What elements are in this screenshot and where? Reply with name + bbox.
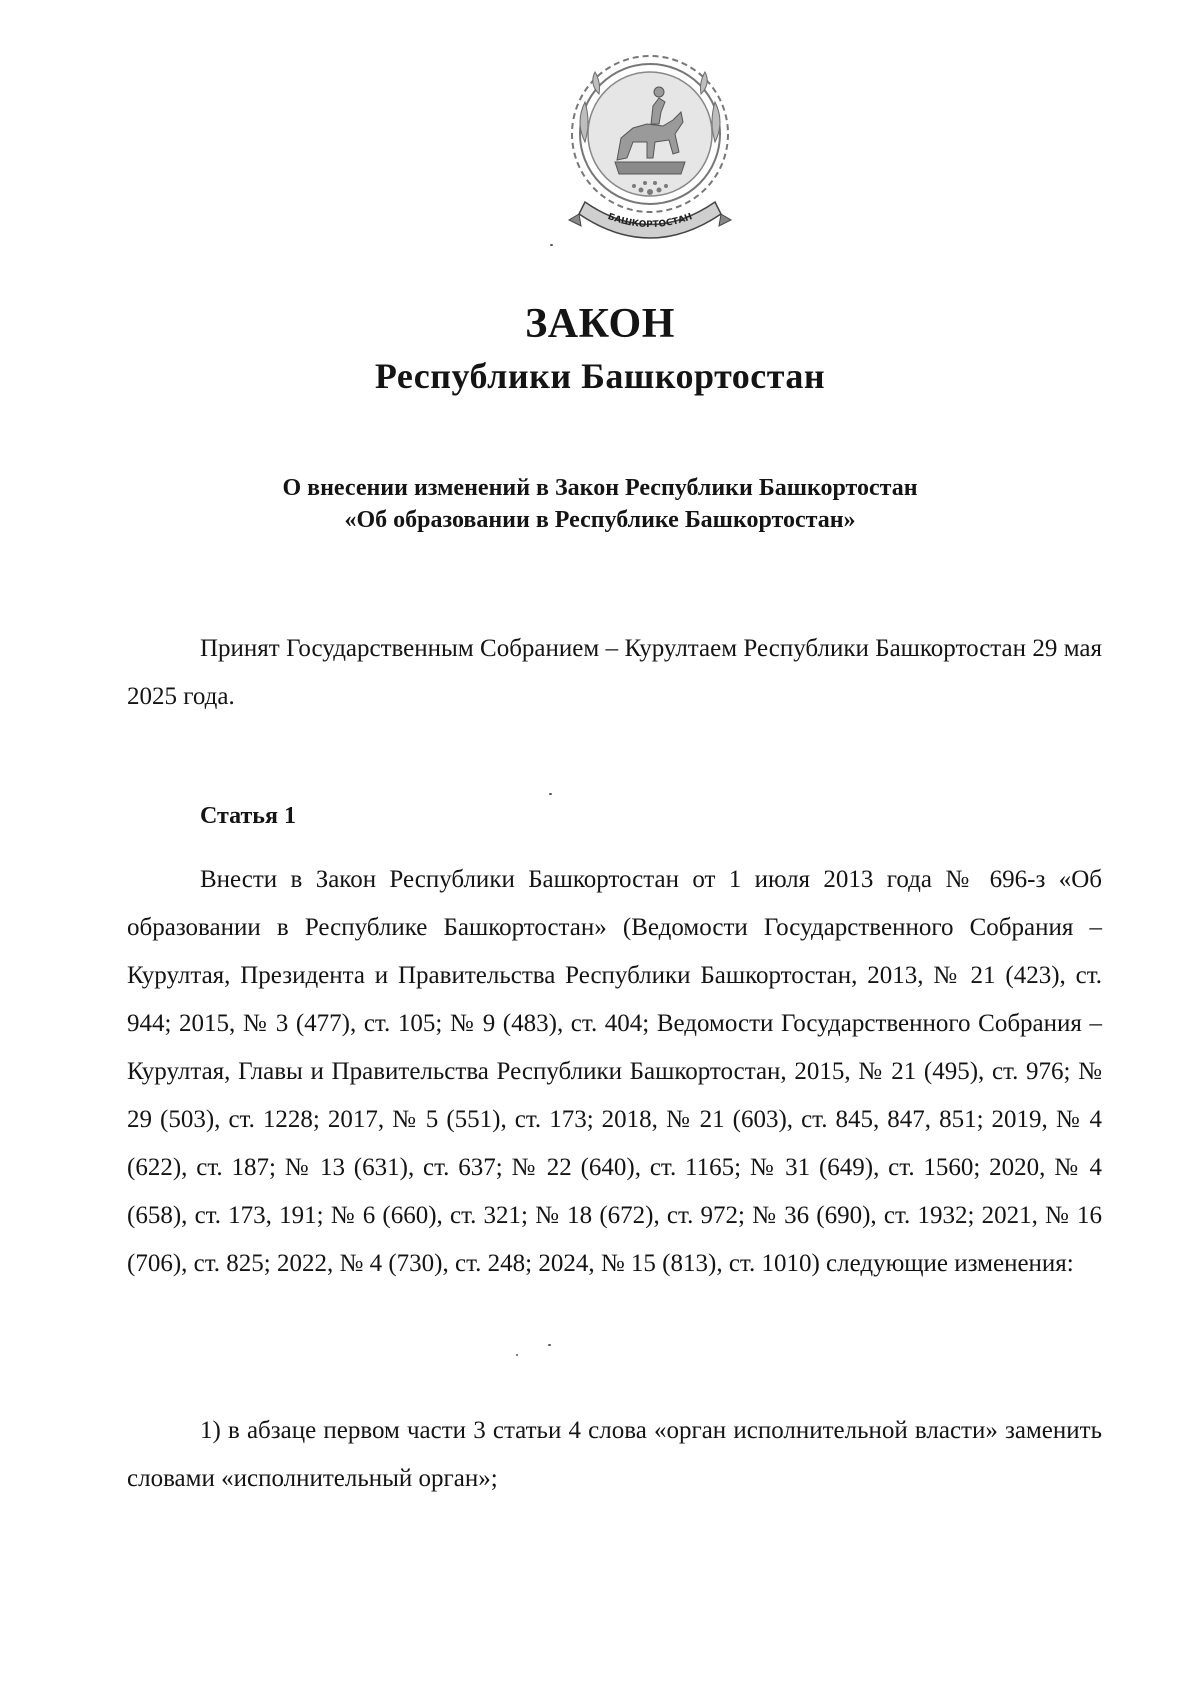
scan-speck — [549, 793, 552, 795]
article-item-1: 1) в абзаце первом части 3 статьи 4 слова «орган исполнительной власти» заменить словами «исполнительный орган»; — [127, 1417, 1102, 1492]
law-subject-line-2: «Об образовании в Республике Башкортостан» — [344, 507, 856, 533]
emblem-ribbon-text: БАШКОРТОСТАН — [606, 212, 694, 231]
article-heading: Статья 1 — [200, 803, 296, 829]
bashkortostan-coat-of-arms-icon — [555, 42, 745, 247]
scan-speck — [550, 244, 553, 246]
document-subtitle: Республики Башкортостан — [374, 356, 826, 396]
scan-speck — [516, 1354, 518, 1356]
law-subject-line-1: О внесении изменений в Закон Республики Башкортостан — [282, 475, 918, 501]
adoption-statement: Принят Государственным Собранием – Курултаем Республики Башкортостан 29 мая 2025 года. — [127, 635, 1102, 710]
scan-speck — [548, 1344, 551, 1346]
article-intro-paragraph: Внести в Закон Республики Башкортостан от 1 июля 2013 года № 696-з «Об образовании в Республике Башкортостан» (Ведомости Государственного Собрания – Курултая, Президента и Правительства Республики Башкортостан, 2013, № 21 (423), ст. 944; 2015, № 3 (477), ст. 105; № 9 (483), ст. 404; Ведомости Государственного Собрания – Курултая, Главы и Правительства Республики Башкортостан, 2015, № 21 (495), ст. 976; № 29 (503), ст. 1228; 2017, № 5 (551), ст. 173; 2018, № 21 (603), ст. 845, 847, 851; 2019, № 4 (622), ст. 187; № 13 (631), ст. 637; № 22 (640), ст. 1165; № 31 (649), ст. 1560; 2020, № 4 (658), ст. 173, 191; № 6 (660), ст. 321; № 18 (672), ст. 972; № 36 (690), ст. 1932; 2021, № 16 (706), ст. 825; 2022, № 4 (730), ст. 248; 2024, № 15 (813), ст. 1010) следующие изменения: — [127, 866, 1102, 1277]
document-title: ЗАКОН — [525, 301, 675, 347]
